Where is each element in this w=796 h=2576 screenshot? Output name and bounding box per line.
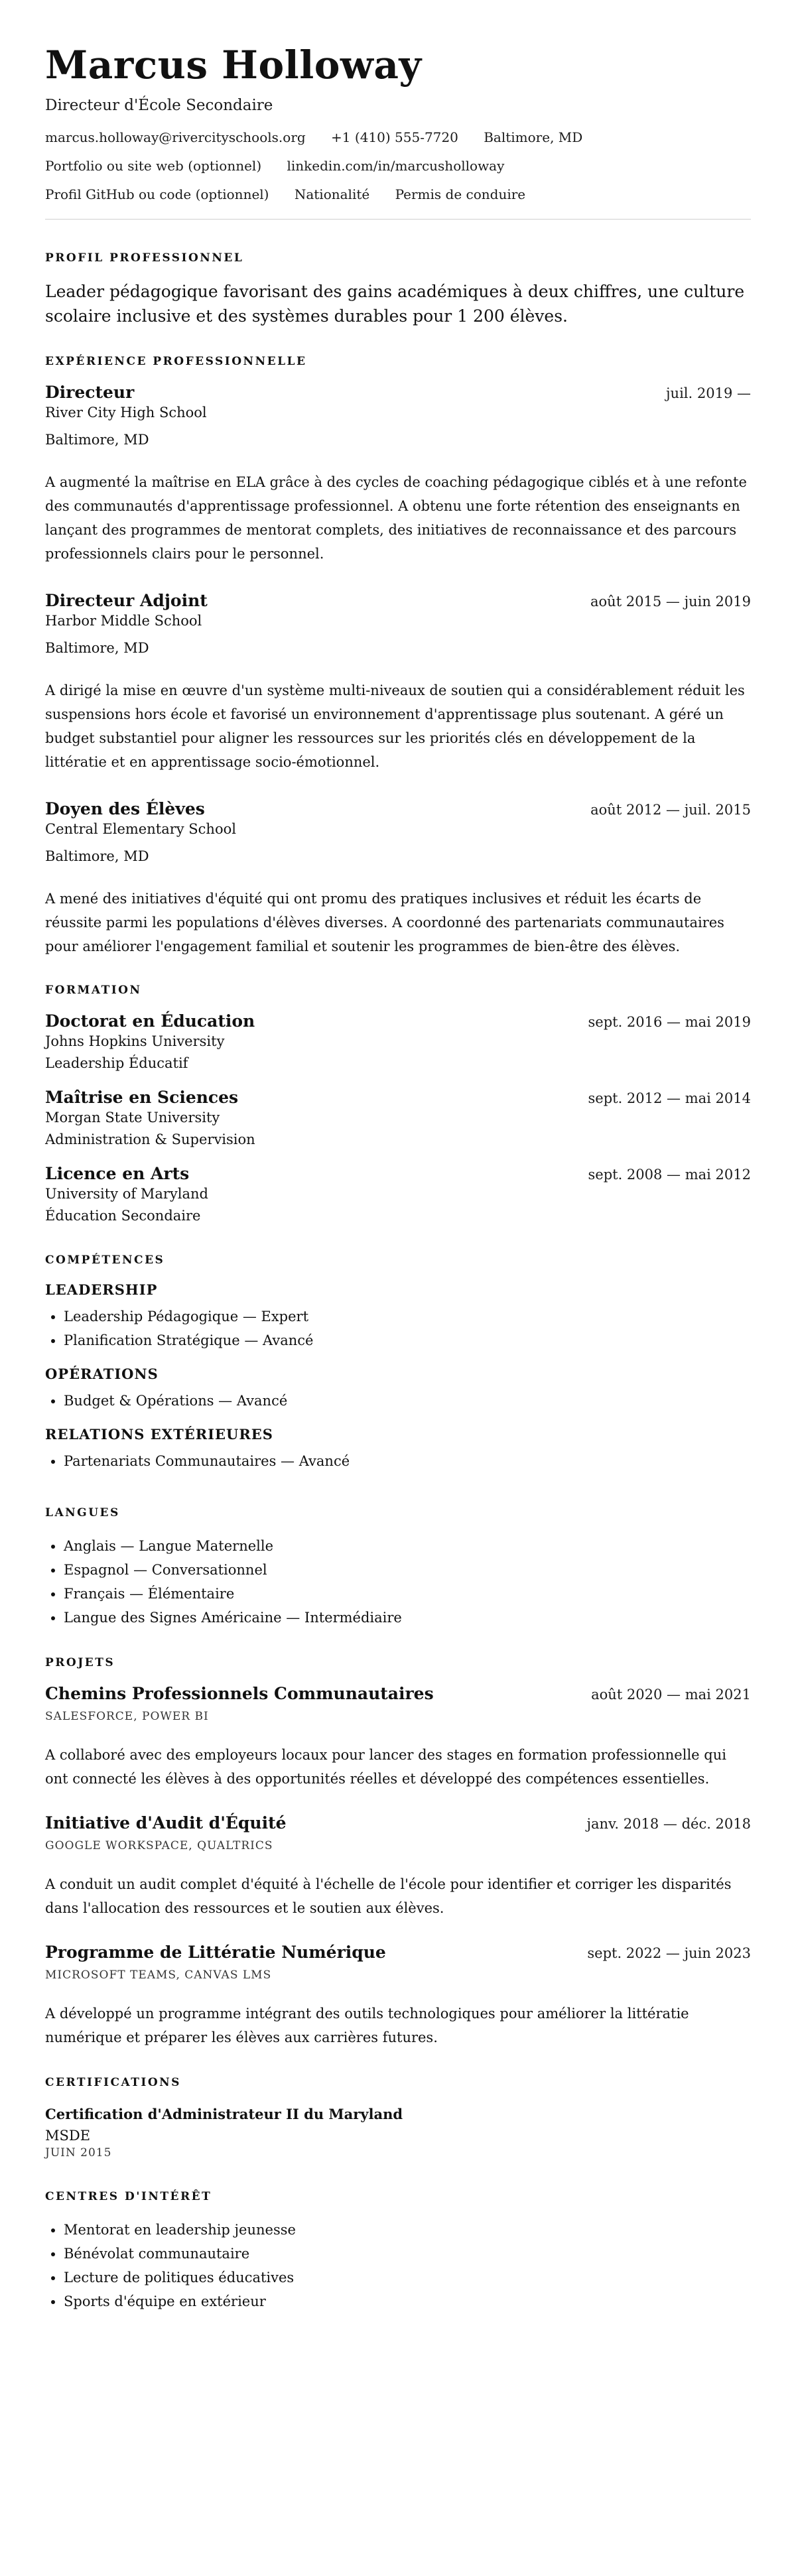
- education-item: [45, 1088, 751, 1151]
- job-company: River City High School: [45, 405, 207, 420]
- school-name: Johns Hopkins University: [45, 1033, 225, 1049]
- education-item: [45, 1164, 751, 1227]
- candidate-title: Directeur d'École Secondaire: [45, 97, 273, 114]
- profile-summary: Leader pédagogique favorisant des gains académiques à deux chiffres, une culture scolaire inclusive et des systèmes durables pour 1 200 élèves.: [45, 282, 745, 326]
- job-title: Directeur: [45, 383, 135, 402]
- contact-row-links: [45, 157, 751, 174]
- location-text: Baltimore, MD: [484, 129, 583, 145]
- interest-item: • Lecture de politiques éducatives: [64, 2266, 751, 2289]
- language-item: • Langue des Signes Américaine — Intermédiaire: [64, 1606, 751, 1630]
- experience-item: [45, 591, 751, 774]
- skills-heading: COMPÉTENCES: [45, 1254, 165, 1267]
- school-name: University of Maryland: [45, 1186, 208, 1202]
- certification-issuer: MSDE: [45, 2128, 91, 2144]
- interest-list: [45, 2218, 751, 2313]
- skills-section: [45, 1254, 751, 1473]
- skill-item: • Partenariats Communautaires — Avancé: [64, 1449, 751, 1473]
- skill-group-title: RELATIONS EXTÉRIEURES: [45, 1426, 273, 1443]
- project-dates: sept. 2022 — juin 2023: [587, 1945, 751, 1961]
- project-title: Initiative d'Audit d'Équité: [45, 1813, 287, 1833]
- github-text: Profil GitHub ou code (optionnel): [45, 186, 269, 202]
- header-divider: [45, 219, 751, 220]
- project-title: Chemins Professionnels Communautaires: [45, 1684, 434, 1703]
- skill-list: [45, 1389, 751, 1413]
- language-item: • Espagnol — Conversationnel: [64, 1558, 751, 1582]
- degree-title: Doctorat en Éducation: [45, 1011, 255, 1031]
- profile-section: [45, 251, 751, 328]
- skill-item: • Leadership Pédagogique — Expert: [64, 1305, 751, 1328]
- language-item: • Français — Élémentaire: [64, 1582, 751, 1606]
- license-text: Permis de conduire: [395, 186, 526, 202]
- job-description: A dirigé la mise en œuvre d'un système multi-niveaux de soutien qui a considérablement réduit les suspensions hors école et favorisé un environnement d'apprentissage plus soutenant. A géré un budget substantiel pour aligner les ressources sur les priorités clés en développement de la littératie et en apprentissage socio-émotionnel.: [45, 682, 745, 770]
- project-tech: GOOGLE WORKSPACE, QUALTRICS: [45, 1839, 273, 1852]
- contact-row-extra: [45, 186, 751, 203]
- project-description: A développé un programme intégrant des outils technologiques pour améliorer la littératie numérique et préparer les élèves aux carrières futures.: [45, 2006, 689, 2045]
- degree-field: Éducation Secondaire: [45, 1208, 201, 1224]
- experience-item: [45, 383, 751, 566]
- degree-dates: sept. 2016 — mai 2019: [588, 1014, 751, 1030]
- job-location: Baltimore, MD: [45, 848, 149, 864]
- experience-section: [45, 355, 751, 958]
- language-list: [45, 1534, 751, 1630]
- skill-list: [45, 1449, 751, 1473]
- projects-heading: PROJETS: [45, 1656, 115, 1669]
- language-item: • Anglais — Langue Maternelle: [64, 1534, 751, 1558]
- linkedin-text: linkedin.com/in/marcusholloway: [287, 158, 505, 174]
- school-name: Morgan State University: [45, 1110, 220, 1126]
- project-item: [45, 1684, 751, 1791]
- project-dates: janv. 2018 — déc. 2018: [586, 1816, 751, 1832]
- education-heading: FORMATION: [45, 984, 142, 997]
- portfolio-text: Portfolio ou site web (optionnel): [45, 158, 262, 174]
- interests-section: [45, 2190, 751, 2313]
- certifications-section: [45, 2076, 751, 2159]
- degree-title: Licence en Arts: [45, 1164, 190, 1183]
- interest-item: • Mentorat en leadership jeunesse: [64, 2218, 751, 2242]
- job-company: Harbor Middle School: [45, 613, 202, 629]
- degree-dates: sept. 2012 — mai 2014: [588, 1090, 751, 1106]
- interest-item: • Bénévolat communautaire: [64, 2242, 751, 2266]
- skill-item: • Planification Stratégique — Avancé: [64, 1328, 751, 1352]
- skill-item: • Budget & Opérations — Avancé: [64, 1389, 751, 1413]
- experience-item: [45, 799, 751, 958]
- resume-header: [45, 40, 751, 203]
- job-title: Directeur Adjoint: [45, 591, 208, 610]
- certification-item: [45, 2104, 751, 2159]
- project-tech: MICROSOFT TEAMS, CANVAS LMS: [45, 1968, 272, 1982]
- job-dates: août 2012 — juil. 2015: [590, 802, 751, 818]
- job-location: Baltimore, MD: [45, 432, 149, 448]
- skill-list: [45, 1305, 751, 1352]
- email-text: marcus.holloway@rivercityschools.org: [45, 129, 306, 145]
- project-description: A conduit un audit complet d'équité à l'échelle de l'école pour identifier et corriger les disparités dans l'allocation des ressources et le soutien aux élèves.: [45, 1876, 732, 1916]
- degree-field: Leadership Éducatif: [45, 1055, 188, 1071]
- contact-row-primary: [45, 129, 751, 146]
- degree-dates: sept. 2008 — mai 2012: [588, 1167, 751, 1183]
- project-item: [45, 1943, 751, 2049]
- certification-date: JUIN 2015: [45, 2146, 112, 2159]
- skill-group-title: LEADERSHIP: [45, 1281, 158, 1298]
- project-item: [45, 1813, 751, 1920]
- certifications-heading: CERTIFICATIONS: [45, 2076, 181, 2089]
- interest-item: • Sports d'équipe en extérieur: [64, 2289, 751, 2313]
- experience-heading: EXPÉRIENCE PROFESSIONNELLE: [45, 355, 307, 368]
- job-title: Doyen des Élèves: [45, 799, 205, 818]
- profile-heading: PROFIL PROFESSIONNEL: [45, 251, 244, 265]
- project-title: Programme de Littératie Numérique: [45, 1943, 386, 1962]
- candidate-name: Marcus Holloway: [45, 42, 422, 88]
- job-description: A augmenté la maîtrise en ELA grâce à des cycles de coaching pédagogique ciblés et à une refonte des communautés d'apprentissage professionnel. A obtenu une forte rétention des enseignants en lançant des programmes de mentorat complets, des initiatives de reconnaissance et des parcours professionnels clairs pour le personnel.: [45, 474, 747, 562]
- job-company: Central Elementary School: [45, 821, 236, 837]
- degree-field: Administration & Supervision: [45, 1131, 255, 1147]
- project-description: A collaboré avec des employeurs locaux pour lancer des stages en formation professionnelle qui ont connecté les élèves à des opportunités réelles et développé des compétences essentielles.: [45, 1747, 726, 1787]
- degree-title: Maîtrise en Sciences: [45, 1088, 239, 1107]
- languages-heading: LANGUES: [45, 1506, 120, 1519]
- nationality-text: Nationalité: [294, 186, 370, 202]
- interests-heading: CENTRES D'INTÉRÊT: [45, 2190, 212, 2203]
- job-dates: août 2015 — juin 2019: [590, 594, 751, 610]
- education-item: [45, 1011, 751, 1074]
- education-section: [45, 984, 751, 1227]
- languages-section: [45, 1506, 751, 1630]
- project-dates: août 2020 — mai 2021: [591, 1687, 751, 1703]
- project-tech: SALESFORCE, POWER BI: [45, 1710, 209, 1723]
- job-location: Baltimore, MD: [45, 640, 149, 656]
- certification-title: Certification d'Administrateur II du Maryland: [45, 2106, 403, 2122]
- projects-section: [45, 1656, 751, 2049]
- phone-text: +1 (410) 555-7720: [331, 129, 458, 145]
- job-dates: juil. 2019 —: [666, 385, 751, 401]
- job-description: A mené des initiatives d'équité qui ont promu des pratiques inclusives et réduit les écarts de réussite parmi les populations d'élèves diverses. A coordonné des partenariats communautaires pour améliorer l'engagement familial et soutenir les programmes de bien-être des élèves.: [45, 891, 724, 954]
- skill-group-title: OPÉRATIONS: [45, 1366, 159, 1382]
